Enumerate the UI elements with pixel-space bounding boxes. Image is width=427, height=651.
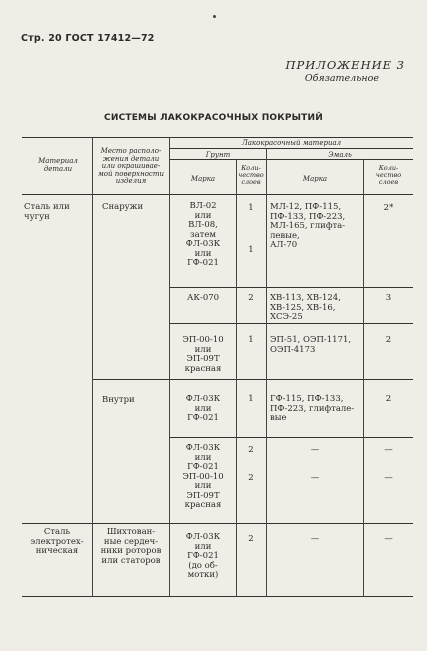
header-enamel: Эмаль	[328, 151, 352, 159]
header-primer-layers: Коли- чество слоев	[238, 164, 264, 186]
rule-header-bottom	[22, 194, 413, 195]
row1-layers-a: 1	[248, 203, 254, 213]
ink-dot	[213, 15, 216, 18]
col-rule-5	[363, 159, 364, 597]
material-electrical-steel: Сталь электротех- ническая	[30, 527, 84, 556]
rule-subgroups	[169, 159, 413, 160]
row2-primer: АК-070	[186, 293, 220, 303]
row3-enamel: ЭП-51, ОЭП-1171, ОЭП-4173	[270, 335, 352, 355]
rule-row5	[169, 437, 413, 438]
coatings-table	[22, 137, 413, 597]
row5-layers-a: 2	[248, 445, 254, 455]
row1-primer: ВЛ-02 или ВЛ-08, затем ФЛ-03К или ГФ-021	[185, 201, 221, 268]
location-inside: Внутри	[102, 395, 135, 405]
appendix-title: ПРИЛОЖЕНИЕ 3	[285, 58, 405, 72]
header-location: Место располо- жения детали или окрашивае- мой поверхности изделия	[97, 147, 164, 185]
row3-layers: 1	[248, 335, 254, 345]
header-enamel-layers: Коли- чество слоев	[375, 164, 402, 186]
row4-layers: 1	[248, 394, 254, 404]
row1-enamel-layers: 2*	[383, 203, 394, 213]
row6-enamel-layers: —	[384, 534, 393, 544]
rule-row6	[22, 523, 413, 524]
row5-primer: ФЛ-03К или ГФ-021 ЭП-00-10 или ЭП-09Т красная	[182, 443, 224, 510]
col-rule-4	[266, 148, 267, 597]
row4-enamel-layers: 2	[385, 394, 392, 404]
row6-enamel: —	[310, 534, 320, 544]
rule-bottom	[22, 596, 413, 597]
header-material: Материал детали	[38, 157, 78, 173]
header-primer: Грунт	[205, 151, 231, 159]
row2-layers: 2	[248, 293, 254, 303]
material-steel-iron: Сталь или чугун	[24, 202, 70, 222]
rule-top	[22, 137, 413, 138]
header-enamel-brand: Марка	[302, 175, 328, 183]
row1-layers-b: 1	[248, 245, 254, 255]
table-title: СИСТЕМЫ ЛАКОКРАСОЧНЫХ ПОКРЫТИЙ	[104, 113, 323, 123]
row5-layers-b: 2	[248, 473, 254, 483]
location-outside: Снаружи	[102, 202, 144, 212]
row6-layers: 2	[248, 534, 254, 544]
rule-paint	[169, 148, 413, 149]
row5-enamel-layers-b: —	[384, 473, 393, 483]
row5-enamel-a: —	[310, 445, 320, 455]
appendix-subtitle: Обязательное	[304, 73, 379, 84]
row3-enamel-layers: 2	[385, 335, 392, 345]
rule-row2	[169, 287, 413, 288]
row4-enamel: ГФ-115, ПФ-133, ПФ-223, глифтале- вые	[270, 394, 355, 423]
row5-enamel-b: —	[310, 473, 320, 483]
col-rule-3	[236, 159, 237, 597]
page-header: Стр. 20 ГОСТ 17412—72	[21, 33, 155, 44]
row4-primer: ФЛ-03К или ГФ-021	[185, 394, 221, 423]
row6-primer: ФЛ-03К или ГФ-021 (до об- мотки)	[185, 532, 221, 580]
row5-enamel-layers-a: —	[384, 445, 393, 455]
header-primer-brand: Марка	[190, 175, 216, 183]
row1-enamel: МЛ-12, ПФ-115, ПФ-133, ПФ-223, МЛ-165, глифта- левые, АЛ-70	[270, 202, 346, 250]
row3-primer: ЭП-00-10 или ЭП-09Т красная	[182, 335, 224, 374]
row2-enamel: ХВ-113, ХВ-124, ХВ-125, ХВ-16, ХСЭ-25	[270, 293, 341, 322]
rule-row4	[92, 379, 413, 380]
rule-row3	[169, 323, 413, 324]
header-paint: Лакокрасочный материал	[241, 139, 342, 147]
location-cores: Шихтован- ные сердеч- ники роторов или статоров	[100, 527, 162, 566]
row2-enamel-layers: 3	[385, 293, 392, 303]
